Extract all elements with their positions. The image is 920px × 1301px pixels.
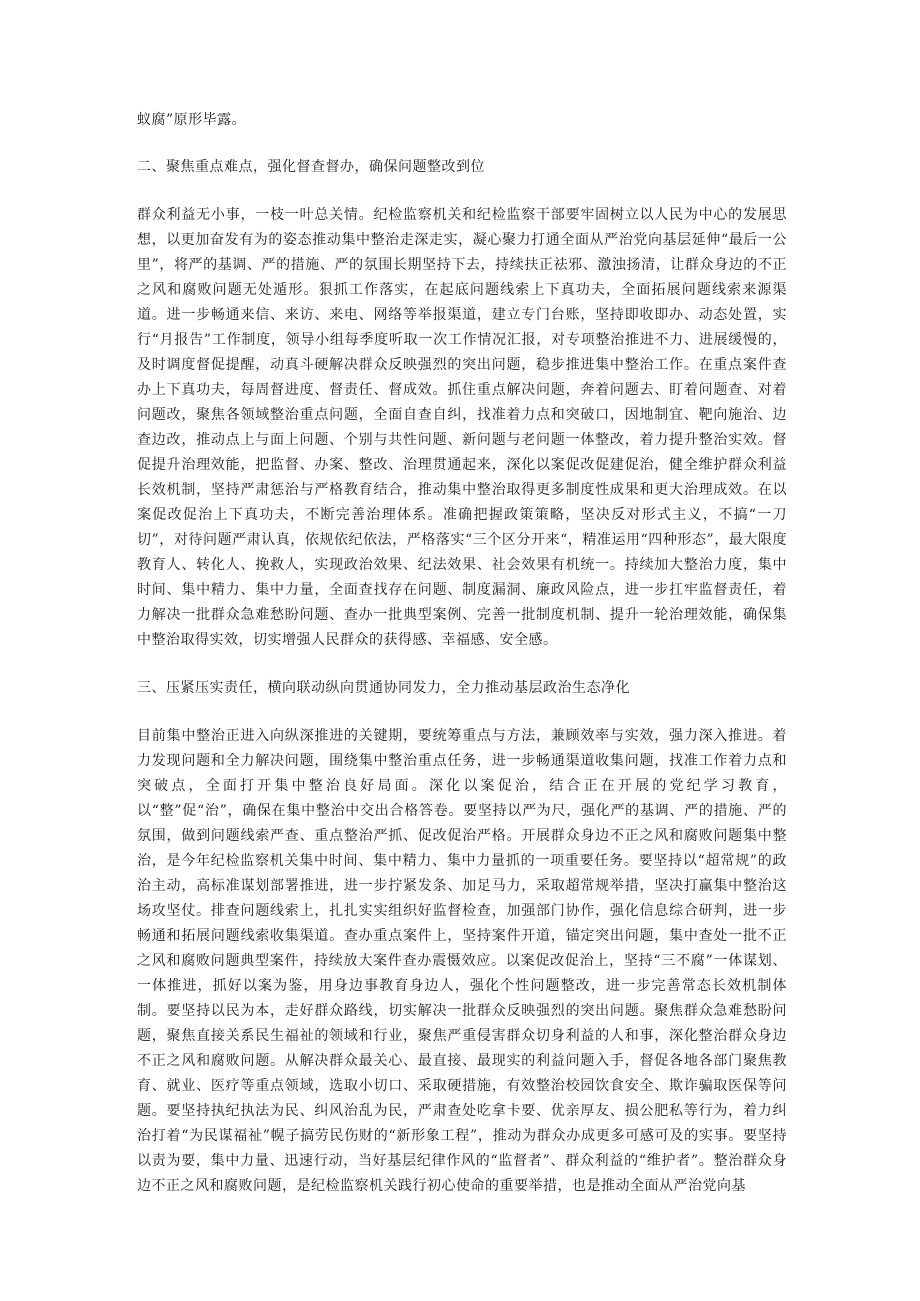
section-3-body: 目前集中整治正进入向纵深推进的关键期，要统筹重点与方法，兼顾效率与实效，强力深入推进。着力发现问题和全力解决问题，围绕集中整治重点任务，进一步畅通渠道收集问题，找准工作着力点和突破点，全面打开集中整治良好局面。深化以案促治，结合正在开展的党纪学习教育，以“整”促“治”，确保在集中整治中交出合格答卷。要坚持以严为尺，强化严的基调、严的措施、严的氛围，做到问题线索严查、重点整治严抓、促改促治严格。开展群众身边不正之风和腐败问题集中整治，是今年纪检监察机关集中时间、集中精力、集中力量抓的一项重要任务。要坚持以“超常规”的政治主动，高标准谋划部署推进，进一步拧紧发条、加足马力，采取超常规举措，坚决打赢集中整治这场攻坚仗。排查问题线索上，扎扎实实组织好监督检查，加强部门协作，强化信息综合研判，进一步畅通和拓展问题线索收集渠道。查办重点案件上，坚持案件开道，锚定突出问题，集中查处一批不正之风和腐败问题典型案件，持续放大案件查办震慑效应。以案促改促治上，坚持“三不腐”一体谋划、一体推进，抓好以案为鉴，用身边事教育身边人，强化个性问题整改，进一步完善常态长效机制体制。要坚持以民为本，走好群众路线，切实解决一批群众反映强烈的突出问题。聚焦群众急难愁盼问题，聚焦直接关系民生福祉的领域和行业，聚焦严重侵害群众切身利益的人和事，深化整治群众身边不正之风和腐败问题。从解决群众最关心、最直接、最现实的利益问题入手，督促各地各部门聚焦教育、就业、医疗等重点领域，选取小切口、采取硬措施，有效整治校园饮食安全、欺诈骗取医保等问题。要坚持执纪执法为民、纠风治乱为民，严肃查处吃拿卡要、优亲厚友、损公肥私等行为，着力纠治打着“为民谋福祉”幌子搞劳民伤财的“新形象工程”，推动为群众办成更多可感可及的实事。要坚持以责为要，集中力量、迅速行动，当好基层纪律作风的“监督者”、群众利益的“维护者”。整治群众身边不正之风和腐败问题，是纪检监察机关践行初心使命的重要举措，也是推动全面从严治党向基 <box>137 728 787 1194</box>
section-3-heading: 三、压紧压实责任，横向联动纵向贯通协同发力，全力推动基层政治生态净化 <box>137 680 630 696</box>
section-2-body: 群众利益无小事，一枝一叶总关情。纪检监察机关和纪检监察干部要牢固树立以人民为中心的发展思想，以更加奋发有为的姿态推动集中整治走深走实，凝心聚力打通全面从严治党向基层延伸“最后一公里”，将严的基调、严的措施、严的氛围长期坚持下去，持续扶正祛邪、激浊扬清，让群众身边的不正之风和腐败问题无处遁形。狠抓工作落实，在起底问题线索上下真功夫，全面拓展问题线索来源渠道。进一步畅通来信、来访、来电、网络等举报渠道，建立专门台账，坚持即收即办、动态处置，实行“月报告”工作制度，领导小组每季度听取一次工作情况汇报，对专项整治推进不力、进展缓慢的，及时调度督促提醒，动真斗硬解决群众反映强烈的突出问题，稳步推进集中整治工作。在重点案件查办上下真功夫，每周督进度、督责任、督成效。抓住重点解决问题，奔着问题去、盯着问题查、对着问题改，聚焦各领域整治重点问题，全面自查自纠，找准着力点和突破口，因地制宜、靶向施治、边查边改，推动点上与面上问题、个别与共性问题、新问题与老问题一体整改，着力提升整治实效。督促提升治理效能，把监督、办案、整改、治理贯通起来，深化以案促改促建促治，健全维护群众利益长效机制，坚持严肃惩治与严格教育结合，推动集中整治取得更多制度性成果和更大治理成效。在以案促改促治上下真功夫，不断完善治理体系。准确把握政策策略，坚决反对形式主义，不搞“一刀切”，对待问题严肃认真，依规依纪依法，严格落实“三个区分开来“，精准运用“四种形态”，最大限度教育人、转化人、挽救人，实现政治效果、纪法效果、社会效果有机统一。持续加大整治力度，集中时间、集中精力、集中力量，全面查找存在问题、制度漏洞、廉政风险点，进一步扛牢监督责任，着力解决一批群众急难愁盼问题、查办一批典型案例、完善一批制度机制、提升一轮治理效能，确保集中整治取得实效，切实增强人民群众的获得感、幸福感、安全感。 <box>137 207 787 648</box>
section-2-heading: 二、聚焦重点难点，强化督查督办，确保问题整改到位 <box>137 159 485 175</box>
tail-paragraph: 蚁腐”原形毕露。 <box>137 112 247 128</box>
document-page <box>137 108 787 1199</box>
